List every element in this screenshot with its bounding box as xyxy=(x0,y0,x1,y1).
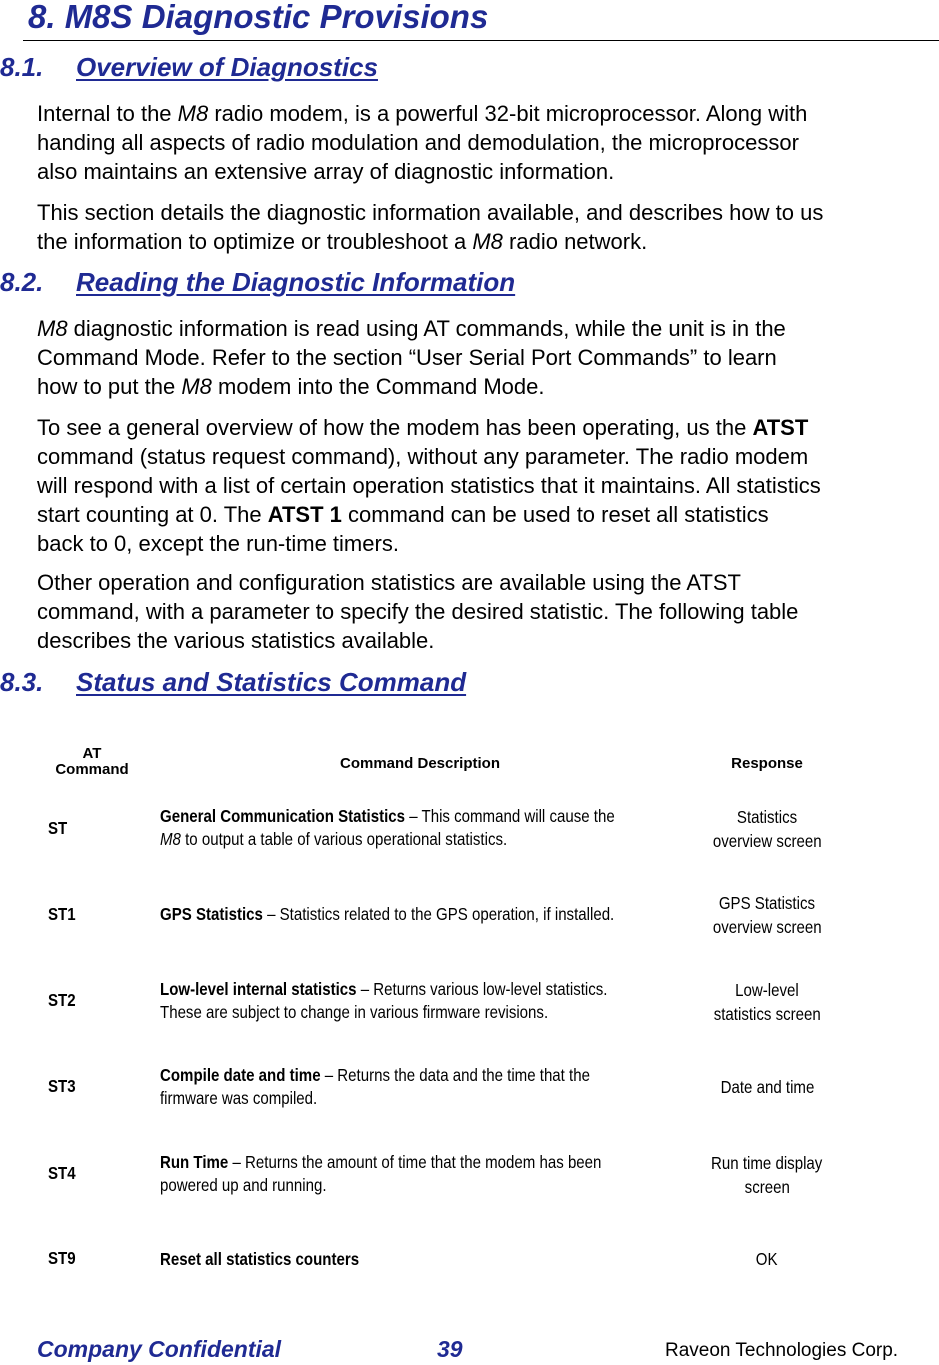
command-st: ST xyxy=(48,818,68,838)
command-st4: ST4 xyxy=(48,1163,76,1183)
response-st9: OK xyxy=(756,1249,778,1269)
response-st: Statistics overview screen xyxy=(712,807,822,851)
header-response: Response xyxy=(731,755,803,772)
response-st3: Date and time xyxy=(720,1077,814,1097)
response-st2: Low-level statistics screen xyxy=(713,980,821,1024)
command-st1: ST1 xyxy=(48,904,76,924)
paragraph-reading-3: Other operation and configuration statistics are available using the ATST command, with a parameter to specify the desired statistic. The following table describes the various statistics available. xyxy=(37,570,799,653)
heading-rule xyxy=(23,40,939,41)
section-heading-8-2 xyxy=(0,267,515,298)
section-number: 8.3. xyxy=(0,667,44,697)
description-st: General Communication Statistics – This command will cause the M8 to output a table of various operational statistics. xyxy=(160,806,615,849)
section-title: Reading the Diagnostic Information xyxy=(76,267,516,297)
paragraph-reading-1: M8 diagnostic information is read using AT commands, while the unit is in the Command Mode. Refer to the section “User Serial Port Commands” to learn how to put the M8 modem into the Command Mode. xyxy=(37,316,786,399)
description-st3: Compile date and time – Returns the data and the time that the firmware was compiled. xyxy=(160,1065,590,1108)
section-number: 8.1. xyxy=(0,52,44,82)
description-st4: Run Time – Returns the amount of time that the modem has been powered up and running. xyxy=(160,1152,602,1195)
paragraph-overview-1: Internal to the M8 radio modem, is a powerful 32-bit microprocessor. Along with handing all aspects of radio modulation and demodulation, the microprocessor also maintains an extensive array of diagnostic information. xyxy=(37,101,808,184)
section-number: 8.2. xyxy=(0,267,44,297)
header-command-description: Command Description xyxy=(339,755,501,772)
chapter-heading: 8. M8S Diagnostic Provisions xyxy=(28,0,489,35)
response-st1: GPS Statistics overview screen xyxy=(712,893,822,937)
footer-company: Raveon Technologies Corp. xyxy=(665,1340,899,1361)
command-st3: ST3 xyxy=(48,1076,76,1096)
description-st1: GPS Statistics – Statistics related to the GPS operation, if installed. xyxy=(160,904,615,924)
section-heading-8-1 xyxy=(0,52,378,83)
header-at-command: AT Command xyxy=(55,745,129,778)
paragraph-reading-2: To see a general overview of how the modem has been operating, us the ATST command (status request command), without any parameter. The radio modem will respond with a list of certain operation statistics that it maintains. All statistics start counting at 0. The ATST 1 command can be used to reset all statistics back to 0, except the run-time timers. xyxy=(37,415,821,556)
description-st2: Low-level internal statistics – Returns various low-level statistics. These are subject to change in various firmware revisions. xyxy=(160,979,608,1022)
paragraph-overview-2: This section details the diagnostic information available, and describes how to us the information to optimize or troubleshoot a M8 radio network. xyxy=(37,200,824,254)
command-st9: ST9 xyxy=(48,1248,76,1268)
response-st4: Run time display screen xyxy=(711,1153,823,1197)
description-st9: Reset all statistics counters xyxy=(160,1249,360,1269)
footer-confidential: Company Confidential xyxy=(37,1336,282,1362)
page-number: 39 xyxy=(437,1336,463,1362)
command-st2: ST2 xyxy=(48,990,76,1010)
section-title: Overview of Diagnostics xyxy=(76,52,378,82)
section-title: Status and Statistics Command xyxy=(76,667,467,697)
section-heading-8-3 xyxy=(0,667,466,698)
